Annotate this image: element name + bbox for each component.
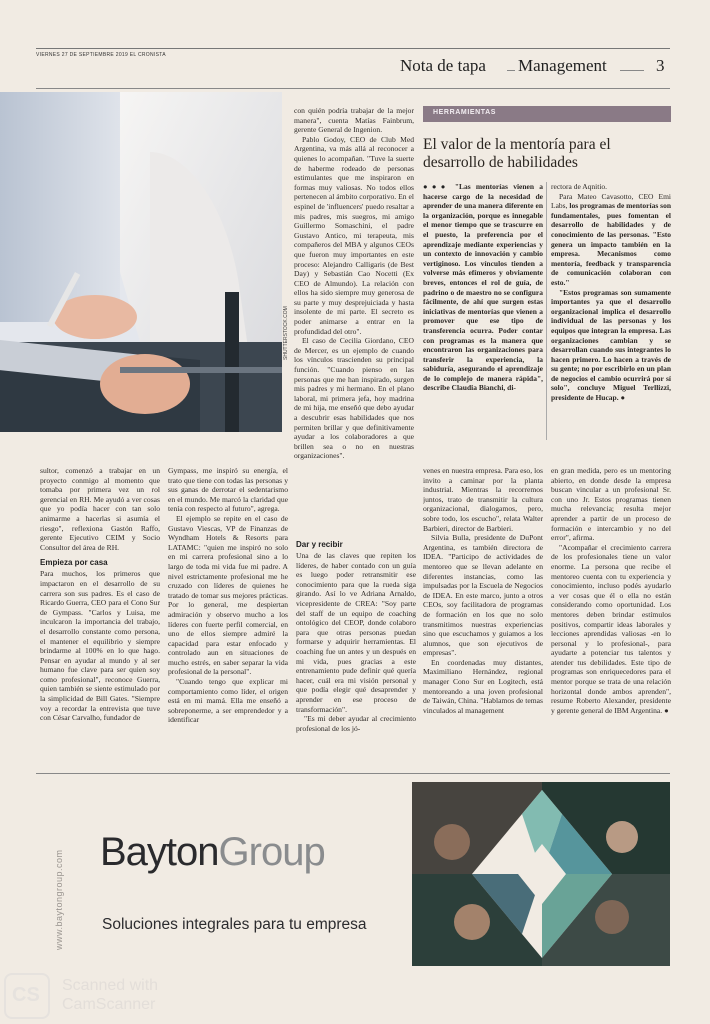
scanner-watermark [62, 976, 158, 1014]
sidebar-paragraph: Para Mateo Cavasotto, CEO Emi Labs, [551, 191, 671, 211]
header-date: VIERNES 27 DE SEPTIEMBRE 2019 EL CRONISTA [36, 52, 166, 58]
article-subheading: Empieza por casa [40, 558, 108, 568]
article-subheading: Dar y recibir [296, 540, 343, 549]
article-paragraph: "Acompañar el crecimiento carrera de los profesionales tiene un valor enorme. La persona que recibe el mentoreo cuenta con tu experiencia y conocimiento, incluso podés ayudarlo a ver cosas que él o ella no están considerando como oportunidad. Los mentores deben brindar estímulos positivos, compartir ideas laborales y lecciones aprendidas valiosas -en lo personal y lo profesional-, para ayudarte a potenciar tus talentos y atender tus debilidades. Este tipo de programas son enriquecedores para el mentor porque se trata de una relación horizontal donde ambos aprenden", resume Roberto Alexander, presidente y gerente general de IBM Argentina. ● [551, 542, 671, 715]
header-divider [620, 70, 644, 71]
header-bottom-rule [36, 88, 670, 89]
sidebar-title: El valor de la mentoría para el desarrollo de habilidades [423, 136, 611, 171]
article-paragraph: Gympass, me inspiró su energía, el trato que tiene con todas las personas y sus ganas de derrotar el sedentarismo en el mundo. Me marcó la claridad que tenía con respecto al futuro", agrega. [168, 466, 288, 514]
ad-collage [412, 782, 670, 966]
office-meeting-photo-icon [0, 92, 282, 432]
ad-url: www.baytongroup.com [54, 849, 64, 950]
article-paragraph: Una de las claves que repiten los líderes, de haber contado con un guía es luego poder retransmitir ese conocimiento para que la rueda siga girando. Así lo ve Adriana Arnaldo, vicepresidente de CREA: "Soy parte del staff de un equipo de coaching ontológico del CEOP, donde colaboro para que otras personas puedan formarse y adquirir herramientas. El coaching fue un antes y un después en mi vida, pues gracias a este entrenamiento pude definir qué quería hacer, cuál era mi visión personal y que podía elegir qué desaprender y aprender en ese proceso de transformación". [296, 551, 416, 714]
scanner-watermark-line: Scanned with [62, 977, 159, 994]
article-paragraph: "Cuando tengo que explicar mi comportamiento como líder, el origen está en mi mamá. Ella me enseñó a sobreponerme, a ser emprendedor y a identificar [168, 677, 288, 725]
ad-top-rule [36, 773, 670, 774]
article-paragraph: con quién podría trabajar de la mejor manera", cuenta Matías Fainbrum, gerente General de Ingenion. [294, 106, 414, 135]
sidebar-quote: "Las mentorías vienen a hacerse cargo de la necesidad de aprender de una manera diferente en la organización, porque es innegable el menor tiempo que se trascurre en el puesto, la preferencia por el aprendizaje mediante experiencias y un contexto de innovación y cambio vertiginoso. Los vínculos tienden a volverse más efímeros y obviamente breves, entonces el rol de guía, de padrino o de maestro no se configura fácilmente, de ahí que surgen estas iniciativas de mentorías que vienen a promover que ese tipo de transferencia ocurra. Poder contar con programas es la manera que encontraron las organizaciones para transferir la experiencia, la sabiduría, asegurando el aprendizaje de lo complejo de manera rápida", describe Claudia Bianchi, di- [423, 182, 543, 393]
sidebar-paragraph: rectora de Aqnitio. [551, 182, 608, 191]
header-divider [507, 70, 515, 71]
article-paragraph: En coordenadas muy distantes, Maximiliano Hernández, regional manager Cono Sur en Logitech, está mentoreando a una joven profesional de Taiwán, China. "Hablamos de temas vinculados al management [423, 657, 543, 715]
ad-brand-part2: Group [218, 830, 325, 874]
article-paragraph: en gran medida, pero es un mentoring abierto, en donde desde la empresa buscan vincular a un profesional Sr. con uno Jr. Estos programas tienen mucha relevancia; resulta mejor aprender a partir de un proceso de formación e intercambio y no del error", afirma. [551, 466, 671, 543]
header-top-rule [36, 48, 670, 49]
article-paragraph: El ejemplo se repite en el caso de Gustavo Viescas, VP de Finanzas de Wyndham Hotels & Resorts para LATAMC: "quien me inspiró no solo en mi carrera profesional sino a lo largo de toda mi vida fue mi padre. A nivel estrictamente profesional me he cruzado con líderes de quienes he tratado de tomar sus mejores prácticas. Por lo general, me despiertan admiración y observo mucho a los líderes con fuerte perfil comercial, en uno de ellos siempre admiré la capacidad para estar enfocado y controlado aun en situaciones de mucho estrés, en saber separar la vida profesional de la personal". [168, 513, 288, 677]
ad-slogan: Soluciones integrales para tu empresa [102, 916, 367, 933]
article-column-top [294, 106, 414, 522]
sidebar-quote: los programas de mentorías son fundamentales, pues fomentan el desarrollo de habilidades y de conocimiento de las personas. "Esto genera un impacto también en la empresa. Mecanismos como mentoría, feedback y transparencia de comunicación colaboran con esto." [551, 201, 671, 287]
sidebar-column-1 [423, 182, 543, 440]
scanner-watermark-line: CamScanner [62, 996, 156, 1013]
page-number: 3 [656, 56, 665, 75]
scanner-logo-icon [4, 973, 50, 1019]
article-column-1 [40, 466, 160, 766]
article-paragraph: sultor, comenzó a trabajar en un proyecto conmigo al momento que tomaba por primera vez un rol gerencial en RH. Me ayudó a ver cosas que yo podía hacer con tan solo animarme a hacerlas si asumía el riesgo", reflexiona Gastón Raffo, gerente Ejecutivo CEIM y Socio Consultor del área de RH. [40, 466, 160, 552]
article-paragraph: Para muchos, los primeros que impactaron en el desarrollo de su carrera son sus padres. Es el caso de Ricardo Guerra, CEO para el Cono Sur de Gympass. "Carlos y Luisa, me inculcaron la importancia del trabajo, el desarrollo constante como persona, el mantener el equilibrio y siempre brindarme al 100% en lo que hago. Pensar en ayudar al mundo y al ser humano fue clave para ser quien soy como profesional", reconoce Guerra, quien también se siente estimulado por la simplicidad de Bill Gates. "Siempre voy a recordar la entrevista que tuve con César Carvalho, fundador de [40, 569, 160, 723]
diamond-photo-collage-icon [412, 782, 670, 966]
bullet-dots-icon: ●●● [423, 182, 450, 191]
end-mark-icon: ● [618, 393, 625, 403]
header-section: Nota de tapa [400, 56, 486, 75]
column-divider [546, 182, 547, 440]
article-paragraph: El caso de Cecilia Giordano, CEO de Mercer, es un ejemplo de cuando los vínculos trascienden su principal función. "Cuando pienso en las personas que me han inspirado, surgen mis padres y mi hermano. En el plano laboral, mi primera jefa, hoy madrina de mi hija, me enseñó que debo ayudar a descubrir esas habilidades que nos permiten brillar y que definitivamente ayudar a los colaboradores a que brillen sea o no en nuestras organizaciones". [294, 336, 414, 461]
ad-brand-part1: Bayton [100, 830, 219, 874]
article-column-5 [551, 466, 671, 766]
article-column-3 [296, 530, 416, 766]
article-paragraph: venes en nuestra empresa. Para eso, los invito a caminar por la planta industrial. Mientras la recorremos juntos, trato de transmitir la cultura organizacional, dialogamos, pero, sobre todo, los escucho", relata Walter Barbieri, director de Barbieri. [423, 466, 543, 533]
sidebar-tag [423, 106, 671, 122]
article-column-4 [423, 466, 543, 766]
ad-brand-logo [100, 830, 325, 875]
scanner-logo-text: CS [12, 984, 40, 1006]
article-paragraph: Pablo Godoy, CEO de Club Med Argentina, va más allá al reconocer a quienes lo acompañan. "Tuve la suerte de haberme rodeado de personas estimulantes que me inspiraron en formas muy valiosas. No todos ellos pertenecen al ámbito corporativo. En el espinel de 'influencers' puedo resaltar a mis padres, mis suegros, mi amigo Guillermo Somaschini, el padre Gustavo Antico, mi terapeuta, mis compañeros del MBA y algunos CEOs que fueron muy importantes en este proceso: Alejandro Calligaris (de Best Day) y Sebastián Cao Nocetti (Ex CEO de Almundo). La relación con ellos ha sido siempre muy generosa de su parte y muy desprejuiciada y hasta insolente de mi parte. El secreto es poder animarse a entrar en la profundidad del otro". [294, 134, 414, 336]
sidebar-tag-label: HERRAMIENTAS [433, 109, 497, 116]
article-paragraph: Silvia Bulla, presidente de DuPont Argentina, es también directora de IDEA. "Participo de actividades de mentoreo que se llevan adelante en diferentes instancias, como las impulsadas por la Escuela de Negocios de IDEA. En este marco, junto a otros CEOs, soy facilitadora de programas de formación en los que no solo transmitimos nuestras experiencias sino que escuchamos y guiamos a los alumnos, que son ejecutivos de empresas". [423, 533, 543, 658]
article-photo [0, 92, 282, 432]
article-paragraph: "Es mi deber ayudar al crecimiento profesional de los jó- [296, 714, 416, 733]
sidebar-quote: "Estos programas son sumamente importantes ya que el desarrollo organizacional implica el desarrollo individual de las personas y los equipos que integran la empresa. Las organizaciones cambian y se desarrollan cuando sus integrantes lo hacen primero. Lo hacen a través de su gente; no por escribirlo en un plan de negocios el cambio ocurrirá por sí solo", concluye Miguel Terllizzi, presidente de Hucap. [551, 287, 671, 403]
header-category: Management [518, 56, 607, 75]
photo-credit: SHUTTERSTOCK.COM [283, 306, 289, 360]
sidebar-column-2 [551, 182, 671, 440]
article-column-2 [168, 466, 288, 766]
